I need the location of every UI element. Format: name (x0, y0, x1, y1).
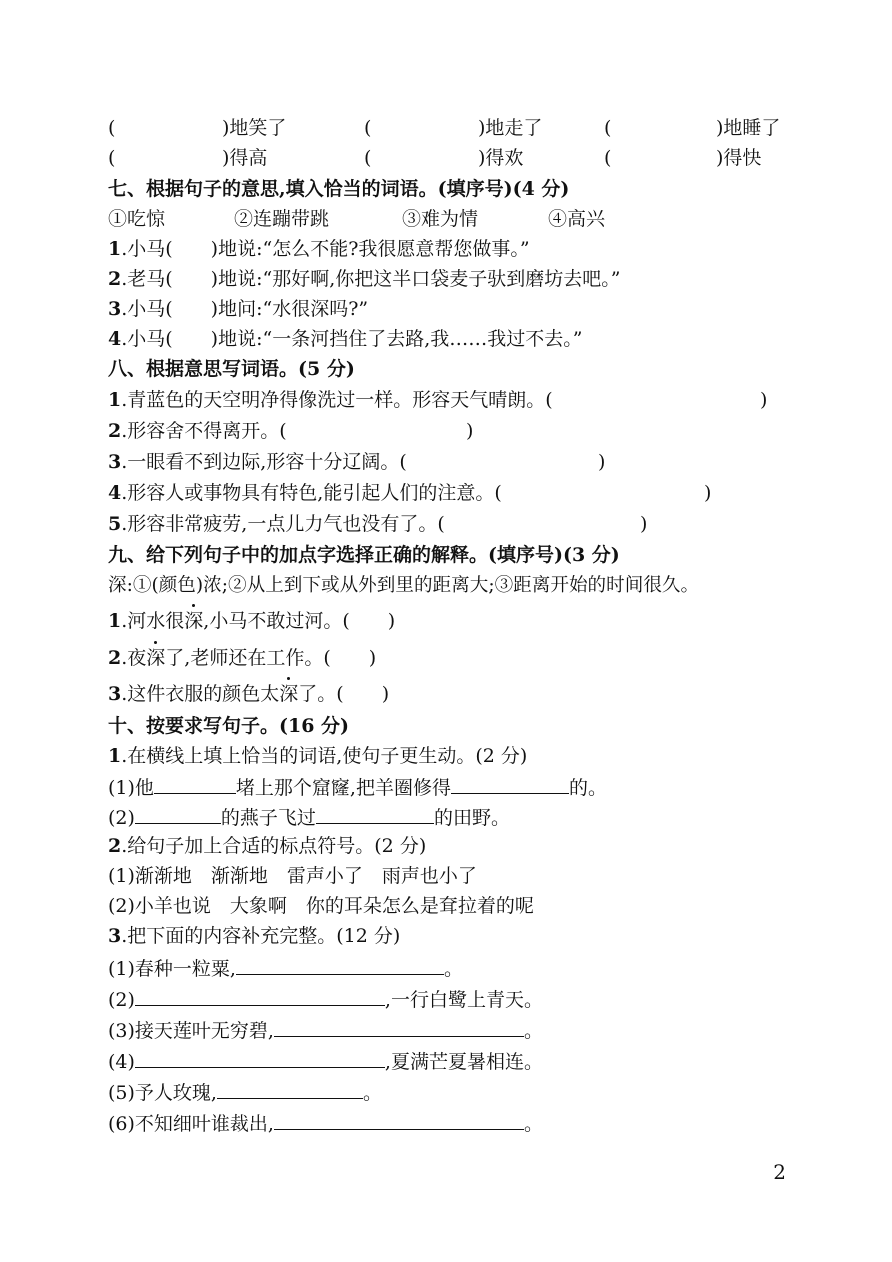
item-number: 3 (108, 451, 122, 473)
close-paren: ) (466, 420, 474, 442)
question-item (108, 296, 368, 322)
item-text: (1)他 (108, 777, 154, 799)
blank-suffix: )地走了 (478, 117, 543, 139)
question-item (108, 645, 376, 671)
page-number: 2 (773, 1160, 786, 1184)
item-text: (1)春种一粒粟, (108, 958, 236, 980)
poem-fill-line (108, 1109, 543, 1137)
option: ③难为情 (402, 208, 479, 230)
close-paren: ) (704, 482, 712, 504)
item-text: .夜 (121, 647, 147, 669)
answer-blank[interactable] (274, 1109, 524, 1130)
item-text: 的田野。 (433, 807, 510, 829)
question-item (108, 511, 445, 537)
item-text: .在横线上填上恰当的词语,使句子更生动。(2 分) (121, 745, 528, 767)
item-number: 2 (108, 647, 122, 669)
item-text: 堵上那个窟窿,把羊圈修得 (235, 777, 451, 799)
item-text: .形容非常疲劳,一点儿力气也没有了。( (121, 513, 445, 535)
item-text: .小马( )地说:“一条河挡住了去路,我……我过不去。” (121, 328, 583, 350)
item-text: (3)接天莲叶无穷碧, (108, 1020, 274, 1042)
item-number: 2 (108, 420, 122, 442)
item-number: 3 (108, 925, 122, 947)
question-item (108, 608, 395, 634)
poem-fill-line (108, 1078, 382, 1106)
blank-open: ( (108, 117, 116, 139)
item-text: 。 (523, 1020, 543, 1042)
item-text: ,小马不敢过河。( ) (203, 610, 396, 632)
item-number: 4 (108, 482, 122, 504)
section-9-title: 九、给下列句子中的加点字选择正确的解释。(填序号)(3 分) (108, 544, 620, 566)
blank-open: ( (364, 117, 372, 139)
item-text: (2) (108, 807, 135, 829)
close-paren: ) (640, 513, 648, 535)
section-8-title: 八、根据意思写词语。(5 分) (108, 358, 355, 380)
answer-blank[interactable] (154, 773, 236, 794)
question-item (108, 326, 582, 352)
item-number: 1 (108, 389, 122, 411)
dotted-character: 深 (184, 610, 204, 632)
item-text: (6)不知细叶谁裁出, (108, 1113, 274, 1135)
item-number: 2 (108, 835, 122, 857)
question-item (108, 480, 502, 506)
dotted-character: 深 (279, 683, 299, 705)
punctuation-sentence: (1)渐渐地 渐渐地 雷声小了 雨声也小了 (108, 865, 477, 887)
definition-line: 深:①(颜色)浓;②从上到下或从外到里的距离大;③距离开始的时间很久。 (108, 575, 700, 596)
close-paren: ) (598, 451, 606, 473)
section-7-title: 七、根据句子的意思,填入恰当的词语。(填序号)(4 分) (108, 178, 570, 200)
fill-line (108, 773, 607, 801)
item-text: 了,老师还在工作。( ) (165, 647, 377, 669)
question-item (108, 449, 407, 475)
item-text: .老马( )地说:“那好啊,你把这半口袋麦子驮到磨坊去吧。” (121, 268, 621, 290)
option: ①吃惊 (108, 208, 166, 230)
answer-blank[interactable] (451, 773, 569, 794)
close-paren: ) (760, 389, 768, 411)
question-item (108, 681, 389, 707)
item-text: (2) (108, 989, 135, 1011)
answer-blank[interactable] (274, 1016, 524, 1037)
item-text: .把下面的内容补充完整。(12 分) (121, 925, 401, 947)
item-text: (4) (108, 1051, 135, 1073)
option: ④高兴 (548, 208, 606, 230)
blank-open: ( (604, 147, 612, 169)
item-text: 。 (523, 1113, 543, 1135)
item-text: 。 (443, 958, 463, 980)
item-text: ,一行白鹭上青天。 (384, 989, 543, 1011)
item-number: 1 (108, 610, 122, 632)
question-item (108, 743, 527, 769)
question-item (108, 266, 620, 292)
blank-open: ( (604, 117, 612, 139)
blank-open: ( (108, 147, 116, 169)
blank-suffix: )地睡了 (716, 117, 781, 139)
blank-suffix: )地笑了 (222, 117, 287, 139)
item-number: 1 (108, 238, 122, 260)
answer-blank[interactable] (217, 1078, 363, 1099)
blank-suffix: )得欢 (478, 147, 524, 169)
item-text: .小马( )地问:“水很深吗?” (121, 298, 369, 320)
item-text: (5)予人玫瑰, (108, 1082, 217, 1104)
poem-fill-line (108, 954, 463, 982)
item-text: .青蓝色的天空明净得像洗过一样。形容天气晴朗。( (121, 389, 553, 411)
poem-fill-line (108, 1016, 543, 1044)
item-number: 5 (108, 513, 122, 535)
option: ②连蹦带跳 (234, 208, 330, 230)
item-text: 的。 (568, 777, 607, 799)
answer-blank[interactable] (135, 985, 385, 1006)
question-item (108, 387, 553, 413)
item-text: .河水很 (121, 610, 185, 632)
item-number: 3 (108, 683, 122, 705)
item-text: .给句子加上合适的标点符号。(2 分) (121, 835, 427, 857)
question-item (108, 236, 530, 262)
item-text: .一眼看不到边际,形容十分辽阔。( (121, 451, 407, 473)
answer-blank[interactable] (135, 1047, 385, 1068)
answer-blank[interactable] (236, 954, 444, 975)
question-item (108, 833, 426, 859)
blank-suffix: )得快 (716, 147, 762, 169)
answer-blank[interactable] (135, 803, 221, 824)
question-item (108, 418, 287, 444)
item-number: 3 (108, 298, 122, 320)
item-text: 了。( ) (298, 683, 390, 705)
question-item (108, 923, 400, 949)
item-text: .形容人或事物具有特色,能引起人们的注意。( (121, 482, 502, 504)
item-text: 。 (362, 1082, 382, 1104)
item-text: .小马( )地说:“怎么不能?我很愿意帮您做事。” (121, 238, 530, 260)
item-number: 2 (108, 268, 122, 290)
answer-blank[interactable] (316, 803, 434, 824)
item-text: .这件衣服的颜色太 (121, 683, 280, 705)
item-text: 的燕子飞过 (220, 807, 316, 829)
fill-line (108, 803, 510, 831)
poem-fill-line (108, 985, 543, 1013)
poem-fill-line (108, 1047, 543, 1075)
section-10-title: 十、按要求写句子。(16 分) (108, 715, 350, 737)
item-number: 1 (108, 745, 122, 767)
punctuation-sentence: (2)小羊也说 大象啊 你的耳朵怎么是耷拉着的呢 (108, 895, 534, 917)
dotted-character: 深 (146, 647, 166, 669)
blank-open: ( (364, 147, 372, 169)
item-number: 4 (108, 328, 122, 350)
item-text: .形容舍不得离开。( (121, 420, 287, 442)
item-text: ,夏满芒夏暑相连。 (384, 1051, 543, 1073)
blank-suffix: )得高 (222, 147, 268, 169)
